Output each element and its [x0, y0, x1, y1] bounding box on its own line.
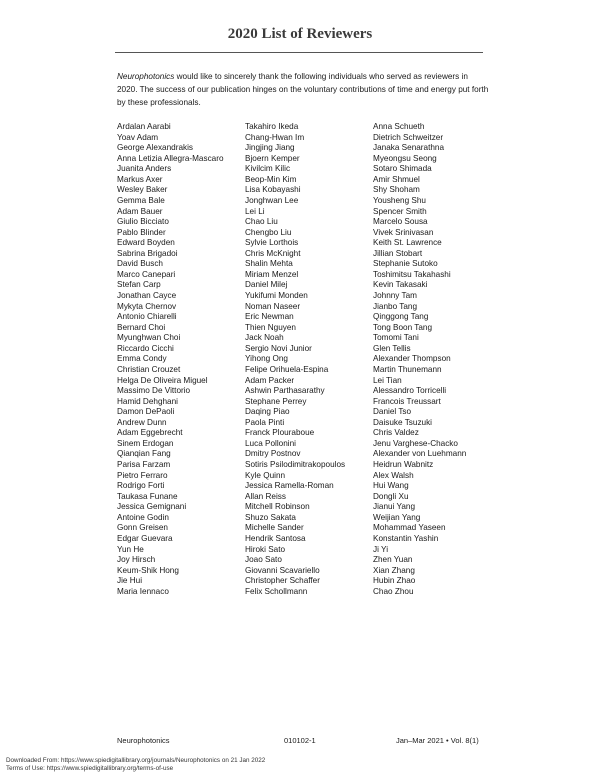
reviewer-name: Tomomi Tani — [373, 333, 419, 343]
reviewer-name: Sergio Novi Junior — [245, 343, 312, 353]
reviewer-name: Michelle Sander — [245, 523, 304, 533]
reviewer-name: Andrew Dunn — [117, 417, 167, 427]
reviewer-name: Konstantin Yashin — [373, 533, 439, 543]
reviewer-name: Wesley Baker — [117, 185, 168, 195]
reviewer-name: Gemma Bale — [117, 195, 165, 205]
reviewer-name: Adam Packer — [245, 375, 295, 385]
reviewer-name: Keum-Shik Hong — [117, 565, 179, 575]
reviewer-name: Maria Iennaco — [117, 586, 169, 596]
reviewer-name: Lei Li — [245, 206, 265, 216]
reviewer-name: Jessica Gemignani — [117, 502, 187, 512]
reviewer-name: Joy Hirsch — [117, 555, 156, 565]
reviewer-name: Joao Sato — [245, 555, 282, 565]
reviewer-name: Alexander Thompson — [373, 354, 451, 364]
reviewer-name: Sotaro Shimada — [373, 164, 432, 174]
reviewer-name: Paola Pinti — [245, 417, 285, 427]
reviewer-name: Stefan Carp — [117, 280, 161, 290]
reviewer-name: Marcelo Sousa — [373, 217, 428, 227]
reviewer-name: Thien Nguyen — [245, 322, 296, 332]
reviewer-name: Allan Reiss — [245, 491, 286, 501]
reviewer-name: Keith St. Lawrence — [373, 238, 442, 248]
reviewer-name: Daisuke Tsuzuki — [373, 417, 433, 427]
reviewer-name: Pietro Ferraro — [117, 470, 168, 480]
reviewer-name: Dietrich Schweitzer — [373, 132, 444, 142]
reviewer-name: Yoav Adam — [117, 132, 159, 142]
footer-journal: Neurophotonics — [117, 736, 170, 745]
reviewer-name: Lisa Kobayashi — [245, 185, 301, 195]
reviewer-name: Juanita Anders — [117, 164, 172, 174]
reviewer-name: Antoine Godin — [117, 512, 169, 522]
reviewer-name: Giulio Bicciato — [117, 217, 169, 227]
reviewer-name: Edward Boyden — [117, 238, 175, 248]
reviewer-name: Christopher Schaffer — [245, 576, 320, 586]
reviewer-name: Sinem Erdogan — [117, 438, 174, 448]
reviewer-name: Markus Axer — [117, 174, 163, 184]
reviewer-name: Yukifumi Monden — [245, 291, 308, 300]
reviewer-name: Qinggong Tang — [373, 312, 429, 322]
reviewer-name: Shy Shoham — [373, 185, 420, 195]
reviewer-name: Giovanni Scavariello — [245, 565, 320, 575]
intro-paragraph — [117, 70, 489, 109]
reviewer-name: Sotiris Psilodimitrakopoulos — [245, 460, 346, 469]
reviewer-name: Noman Naseer — [245, 301, 301, 311]
reviewer-name: Jessica Ramella-Roman — [245, 481, 334, 491]
footer-page-id: 010102-1 — [284, 736, 316, 745]
reviewer-name: Janaka Senarathna — [373, 143, 445, 153]
reviewer-name: Luca Pollonini — [245, 438, 296, 448]
reviewer-name: Alessandro Torricelli — [373, 386, 447, 396]
reviewer-name: Toshimitsu Takahashi — [373, 269, 451, 279]
reviewer-name: Hui Wang — [373, 481, 409, 491]
reviewer-name: Miriam Menzel — [245, 269, 299, 279]
reviewer-name: Ji Yi — [373, 544, 389, 554]
reviewer-name: Daniel Tso — [373, 407, 412, 417]
reviewer-name: Chao Zhou — [373, 586, 414, 596]
reviewer-name: Takahiro Ikeda — [245, 122, 299, 131]
footer-issue: Jan–Mar 2021 — [396, 736, 444, 745]
reviewer-name: Qianqian Fang — [117, 449, 171, 459]
reviewer-name: Kevin Takasaki — [373, 280, 428, 290]
reviewer-name: Hiroki Sato — [245, 544, 286, 554]
reviewer-name: Massimo De Vittorio — [117, 386, 191, 396]
reviewer-name: Alexander von Luehmann — [373, 449, 467, 459]
reviewer-name: Ardalan Aarabi — [117, 122, 171, 131]
reviewer-name: Stephane Perrey — [245, 396, 307, 406]
reviewer-name: Antonio Chiarelli — [117, 312, 177, 322]
reviewer-name: Beop-Min Kim — [245, 174, 297, 184]
page-title: 2020 List of Reviewers — [227, 26, 373, 42]
reviewer-name: Glen Tellis — [373, 343, 411, 353]
reviewer-name: Taukasa Funane — [117, 491, 178, 501]
reviewer-name: Hendrik Santosa — [245, 533, 306, 543]
reviewer-name: Chengbo Liu — [245, 227, 292, 237]
reviewer-name: Helga De Oliveira Miguel — [117, 375, 208, 385]
reviewer-name: Anna Letizia Allegra-Mascaro — [117, 153, 224, 163]
reviewer-name: Sabrina Brigadoi — [117, 248, 178, 258]
download-notice: Downloaded From: https://www.spiedigitallibrary.org/journals/Neurophotonics on 21 Jan 2022 — [6, 757, 266, 764]
reviewer-name: Yousheng Shu — [373, 195, 426, 205]
reviewer-name: Dongli Xu — [373, 491, 409, 501]
reviewer-name: Jonghwan Lee — [245, 195, 299, 205]
reviewer-name: Shuzo Sakata — [245, 512, 296, 522]
reviewer-name: Edgar Guevara — [117, 533, 173, 543]
reviewer-name: Jenu Varghese-Chacko — [373, 438, 458, 448]
title-divider — [115, 52, 483, 53]
reviewer-name: Jack Noah — [245, 333, 284, 343]
reviewer-name: Adam Eggebrecht — [117, 428, 183, 438]
reviewer-name: Stephanie Sutoko — [373, 259, 438, 269]
reviewer-name: Weijian Yang — [373, 512, 421, 522]
reviewer-name: Mitchell Robinson — [245, 502, 310, 512]
reviewer-name: Martin Thunemann — [373, 364, 442, 374]
reviewer-name: Xian Zhang — [373, 565, 415, 575]
reviewer-name: Daqing Piao — [245, 407, 290, 417]
reviewer-name: Riccardo Cicchi — [117, 343, 174, 353]
intro-text: would like to sincerely thank the following individuals who served as reviewers in 2020. The success of our publication hinges on the voluntary contributions of time and energy put forth by these professionals. — [117, 72, 489, 107]
reviewer-name: Chris Valdez — [373, 428, 419, 438]
reviewer-column-3 — [373, 122, 466, 597]
reviewer-name: Christian Crouzet — [117, 364, 181, 374]
reviewer-name: Ashwin Parthasarathy — [245, 386, 325, 396]
footer-volume: Vol. 8(1) — [450, 736, 479, 745]
reviewer-name: Francois Treussart — [373, 396, 441, 406]
reviewer-name: Yihong Ong — [245, 354, 288, 364]
reviewer-name: Kyle Quinn — [245, 470, 286, 480]
reviewer-name: Daniel Milej — [245, 280, 288, 290]
reviewer-name: Shalin Mehta — [245, 259, 293, 269]
reviewer-name: Zhen Yuan — [373, 555, 413, 565]
reviewer-name: Felipe Orihuela-Espina — [245, 364, 329, 374]
reviewer-name: Sylvie Lorthois — [245, 238, 299, 248]
reviewer-name: Yun He — [117, 544, 144, 554]
reviewer-name: Tong Boon Tang — [373, 322, 433, 332]
reviewer-name: Myeongsu Seong — [373, 153, 437, 163]
reviewer-name: George Alexandrakis — [117, 143, 194, 153]
reviewer-name: Chang-Hwan Im — [245, 132, 305, 142]
reviewer-name: Bjoern Kemper — [245, 153, 300, 163]
reviewer-name: Damon DePaoli — [117, 407, 175, 417]
footer-issue-info — [396, 736, 479, 745]
reviewer-name: Dmitry Postnov — [245, 449, 301, 459]
journal-name: Neurophotonics — [117, 72, 175, 81]
reviewer-name: Chris McKnight — [245, 248, 301, 258]
reviewer-name: Johnny Tam — [373, 291, 417, 300]
reviewer-name: Alex Walsh — [373, 470, 414, 480]
reviewer-name: Adam Bauer — [117, 206, 163, 216]
reviewer-name: Anna Schueth — [373, 122, 425, 131]
reviewer-column-1 — [117, 122, 224, 597]
reviewer-name: Jie Hui — [117, 576, 143, 586]
reviewer-name: Marco Canepari — [117, 269, 176, 279]
reviewer-name: Eric Newman — [245, 312, 294, 322]
reviewer-name: Vivek Srinivasan — [373, 227, 434, 237]
reviewer-name: Mohammad Yaseen — [373, 523, 446, 533]
reviewer-name: Franck Plouraboue — [245, 428, 315, 438]
reviewer-name: Spencer Smith — [373, 206, 427, 216]
reviewer-name: Felix Schollmann — [245, 586, 308, 596]
reviewer-name: Pablo Blinder — [117, 227, 166, 237]
reviewer-name: Jianbo Tang — [373, 301, 418, 311]
reviewer-name: Bernard Choi — [117, 322, 166, 332]
reviewer-name: Gonn Greisen — [117, 523, 168, 533]
reviewer-name: Jianui Yang — [373, 502, 416, 512]
terms-of-use-notice: Terms of Use: https://www.spiedigitallibrary.org/terms-of-use — [6, 765, 174, 772]
reviewer-name: David Busch — [117, 259, 163, 269]
reviewer-name: Mykyta Chernov — [117, 301, 177, 311]
reviewer-name: Emma Condy — [117, 354, 167, 364]
reviewer-name: Jonathan Cayce — [117, 291, 177, 300]
reviewer-name: Hamid Dehghani — [117, 396, 178, 406]
reviewer-name: Kivilcim Kilic — [245, 164, 291, 174]
reviewer-name: Hubin Zhao — [373, 576, 416, 586]
reviewer-name: Amir Shmuel — [373, 174, 420, 184]
reviewer-name: Rodrigo Forti — [117, 481, 165, 491]
footer-bullet: • — [446, 736, 449, 745]
reviewer-name: Jingjing Jiang — [245, 143, 295, 153]
reviewer-name: Myunghwan Choi — [117, 333, 181, 343]
reviewer-name: Heidrun Wabnitz — [373, 460, 434, 469]
reviewer-name: Chao Liu — [245, 217, 278, 227]
reviewer-name: Jillian Stobart — [373, 248, 423, 258]
reviewer-name: Lei Tian — [373, 375, 402, 385]
reviewer-column-2 — [245, 122, 345, 597]
reviewer-name: Parisa Farzam — [117, 460, 171, 469]
